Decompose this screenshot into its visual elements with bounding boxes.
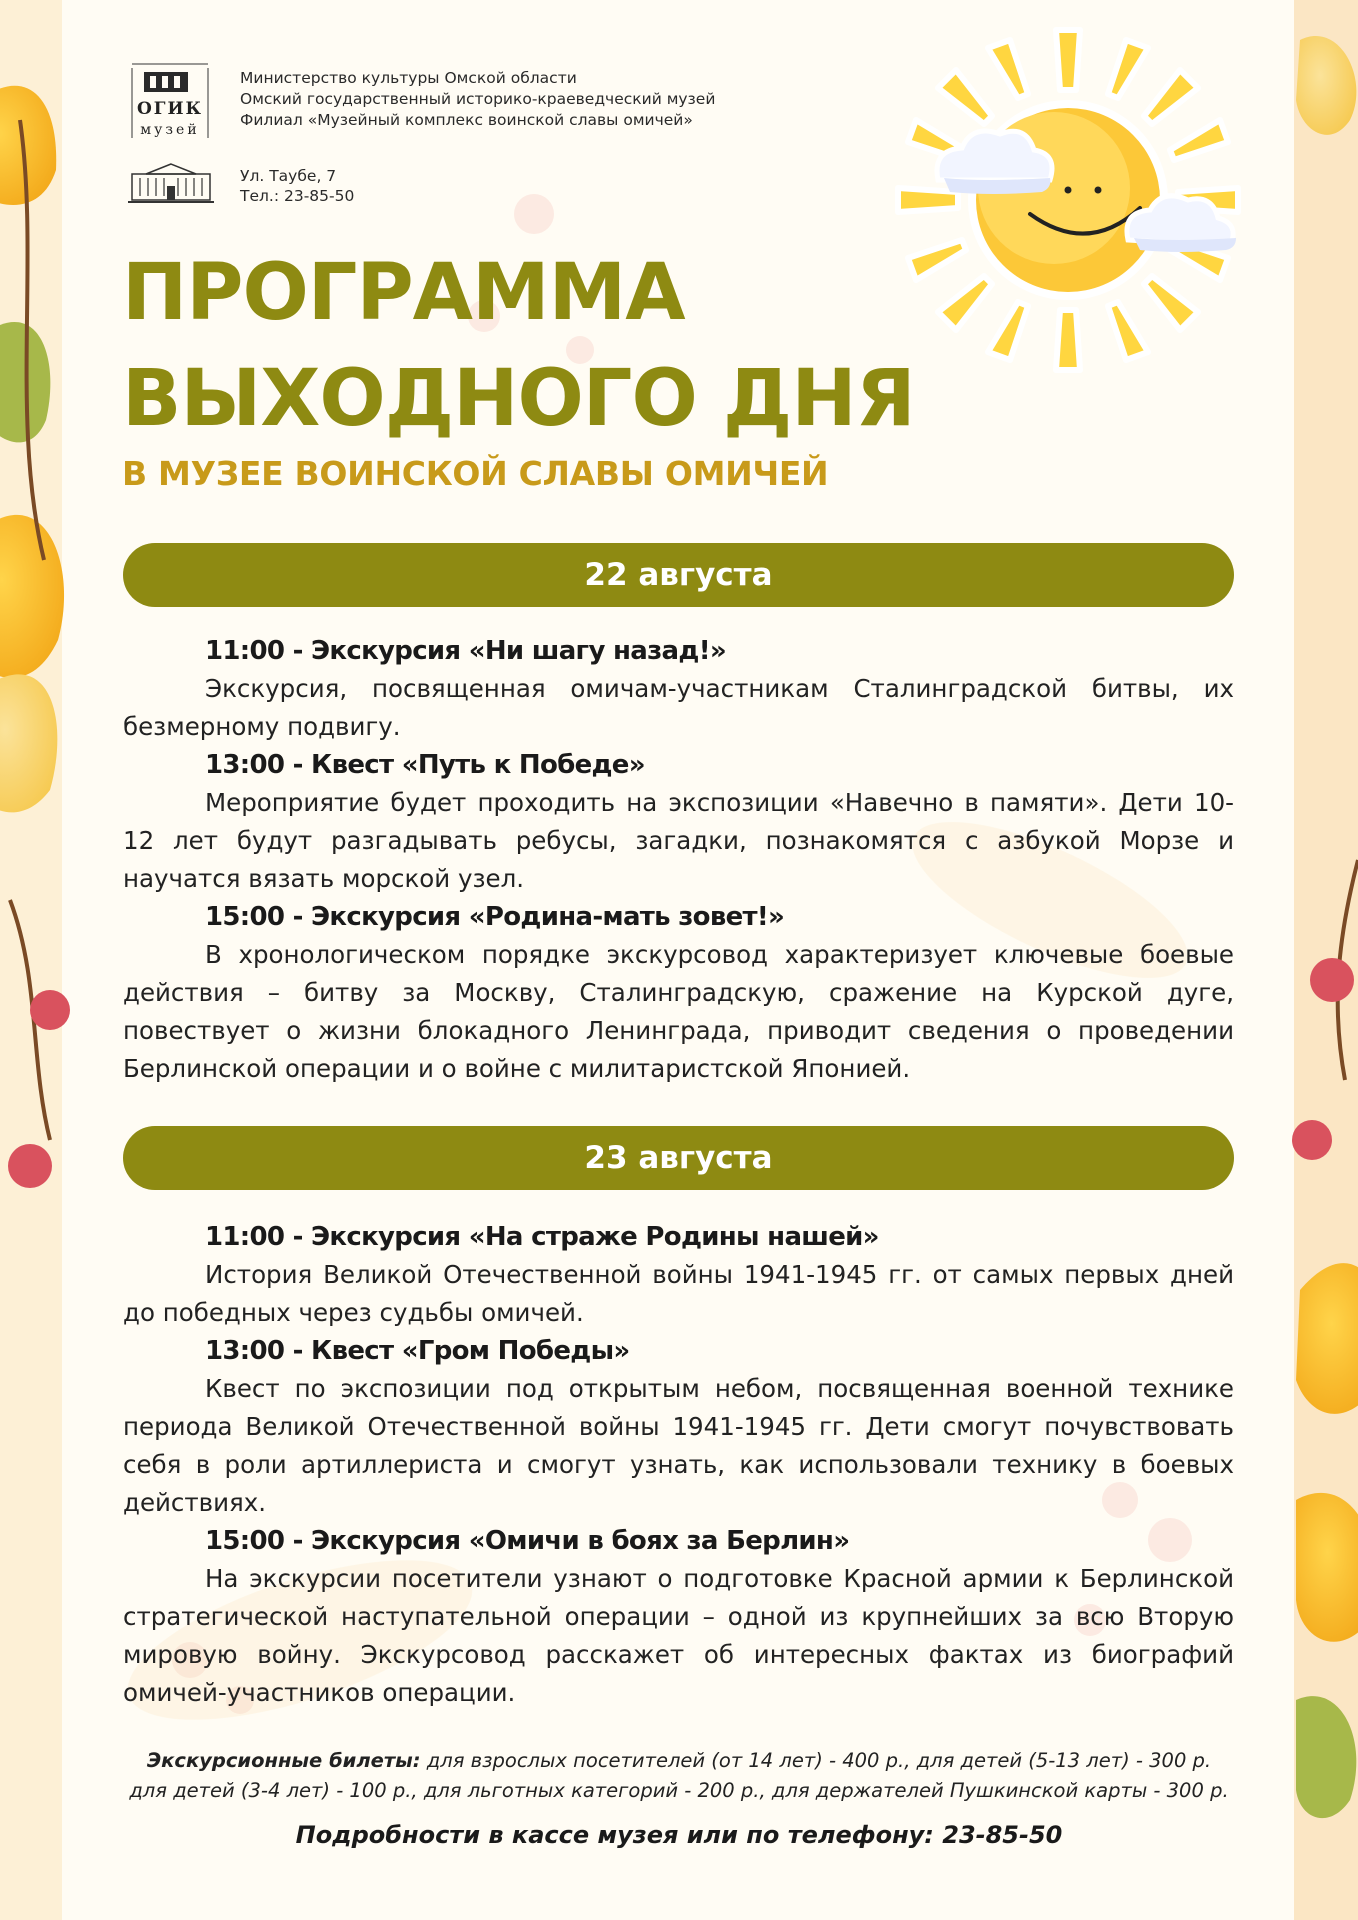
event-item <box>123 1522 1234 1712</box>
title-line-1: ПРОГРАММА <box>122 248 685 338</box>
event-item <box>123 1332 1234 1522</box>
ticket-prices <box>100 1746 1258 1806</box>
museum-logo-icon <box>126 58 214 144</box>
event-item <box>123 898 1234 1088</box>
tickets-line-1: для взрослых посетителей (от 14 лет) - 400 р., для детей (5-13 лет) - 300 р. <box>420 1749 1212 1772</box>
day-section-1 <box>123 632 1234 1088</box>
svg-text:ОГИК: ОГИК <box>136 99 204 119</box>
org-line-2: Омский государственный историко-краеведческий музей <box>240 90 716 108</box>
page-subtitle: В МУЗЕЕ ВОИНСКОЙ СЛАВЫ ОМИЧЕЙ <box>122 454 829 493</box>
event-item <box>123 746 1234 898</box>
day-section-2 <box>123 1218 1234 1712</box>
event-description: Экскурсия, посвященная омичам-участникам Сталинградской битвы, их безмерному подвигу. <box>123 674 1234 741</box>
date-bar-day-2: 23 августа <box>123 1126 1234 1190</box>
org-line-3: Филиал «Музейный комплекс воинской славы омичей» <box>240 111 693 129</box>
org-line-1: Министерство культуры Омской области <box>240 69 577 87</box>
phone: Тел.: 23-85-50 <box>240 187 355 205</box>
address: Ул. Таубе, 7 <box>240 167 337 185</box>
event-description: В хронологическом порядке экскурсовод характеризует ключевые боевые действия – битву за Москву, Сталинградскую, сражение на Курской дуге, повествует о жизни блокадного Ленинграда, приводит сведения о проведении Берлинской операции и о войне с милитаристской Японией. <box>123 940 1234 1083</box>
event-description: На экскурсии посетители узнают о подготовке Красной армии к Берлинской стратегической наступательной операции – одной из крупнейших за всю Вторую мировую войну. Экскурсовод расскажет об интересных фактах из биографий омичей-участников операции. <box>123 1564 1234 1707</box>
tickets-line-2: для детей (3-4 лет) - 100 р., для льготных категорий - 200 р., для держателей Пушкинской карты - 300 р. <box>129 1779 1229 1802</box>
museum-building-icon <box>126 160 216 206</box>
event-heading: 15:00 - Экскурсия «Омичи в боях за Берлин» <box>205 1526 850 1556</box>
event-description: История Великой Отечественной войны 1941-1945 гг. от самых первых дней до победных через судьбы омичей. <box>123 1260 1234 1327</box>
page-title <box>122 240 915 452</box>
event-heading: 11:00 - Экскурсия «Ни шагу назад!» <box>205 636 726 666</box>
event-item <box>123 1218 1234 1332</box>
date-bar-day-1: 22 августа <box>123 543 1234 607</box>
event-heading: 13:00 - Квест «Гром Победы» <box>205 1336 630 1366</box>
event-item <box>123 632 1234 746</box>
contact-info: Подробности в кассе музея или по телефону: 23-85-50 <box>295 1821 1063 1849</box>
event-description: Мероприятие будет проходить на экспозиции «Навечно в памяти». Дети 10-12 лет будут разгадывать ребусы, загадки, познакомятся с азбукой Морзе и научатся вязать морской узел. <box>123 788 1234 893</box>
event-heading: 11:00 - Экскурсия «На страже Родины нашей» <box>205 1222 879 1252</box>
title-line-2: ВЫХОДНОГО ДНЯ <box>122 354 915 444</box>
svg-text:музей: музей <box>140 122 200 138</box>
event-heading: 15:00 - Экскурсия «Родина-мать зовет!» <box>205 902 785 932</box>
tickets-label: Экскурсионные билеты: <box>146 1749 421 1772</box>
event-description: Квест по экспозиции под открытым небом, посвященная военной технике периода Великой Отечественной войны 1941-1945 гг. Дети смогут почувствовать себя в роли артиллериста и смогут узнать, как использовали технику в боевых действиях. <box>123 1374 1234 1517</box>
event-heading: 13:00 - Квест «Путь к Победе» <box>205 750 645 780</box>
smiling-sun-icon <box>868 20 1278 390</box>
address-info <box>240 166 354 206</box>
organization-info <box>240 68 715 131</box>
